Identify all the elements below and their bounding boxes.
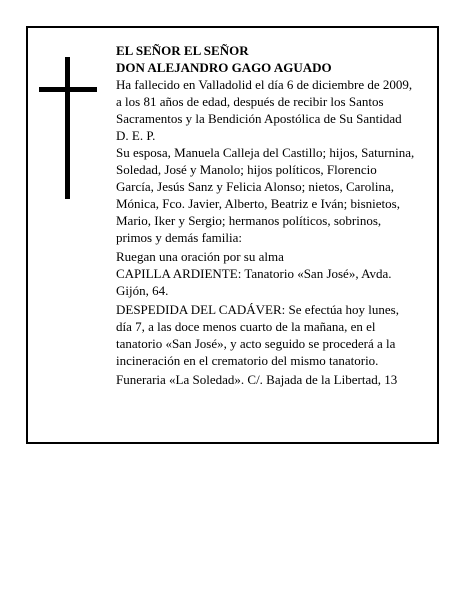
cross-icon bbox=[39, 57, 97, 199]
notice-text bbox=[116, 42, 416, 388]
family-list: Su esposa, Manuela Calleja del Castillo; hijos, Saturnina, Soledad, José y Manolo; hijos políticos, Florencio García, Jesús Sanz y Felicia Alonso; nietos, Carolina, Mónica, Fco. Javier, Alberto, Beatriz e Iván; bisnietos, Mario, Iker y Sergio; hermanos políticos, sobrinos, primos y demás familia: bbox=[116, 145, 415, 245]
prayer-request: Ruegan una oración por su alma bbox=[116, 249, 284, 264]
obituary-notice bbox=[26, 26, 439, 444]
funeral-home: Funeraria «La Soledad». C/. Bajada de la Libertad, 13 bbox=[116, 372, 398, 387]
death-announcement: Ha fallecido en Valladolid el día 6 de diciembre de 2009, a los 81 años de edad, después de recibir los Santos Sacramentos y la Bendición Apostólica de Su Santidad bbox=[116, 77, 413, 126]
cross-horizontal-bar bbox=[39, 87, 97, 92]
deceased-name: DON ALEJANDRO GAGO AGUADO bbox=[116, 60, 332, 75]
heading-title: EL SEÑOR EL SEÑOR bbox=[116, 43, 249, 58]
cross-vertical-bar bbox=[65, 57, 70, 199]
chapel-info: CAPILLA ARDIENTE: Tanatorio «San José», Avda. Gijón, 64. bbox=[116, 266, 392, 298]
dep-text: D. E. P. bbox=[116, 128, 156, 143]
farewell-info: DESPEDIDA DEL CADÁVER: Se efectúa hoy lunes, día 7, a las doce menos cuarto de la mañana, en el tanatorio «San José», y acto seguido se procederá a la incineración en el crematorio del mismo tanatorio. bbox=[116, 302, 399, 368]
